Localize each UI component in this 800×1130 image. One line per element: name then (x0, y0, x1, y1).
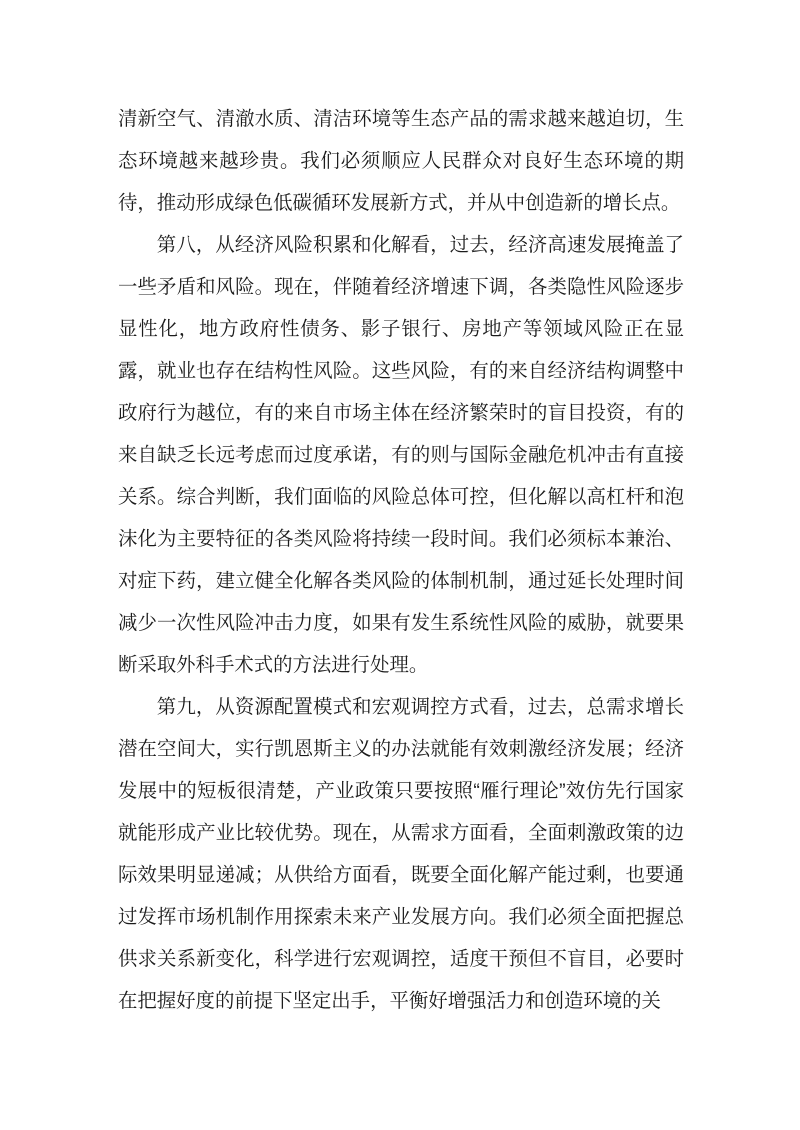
document-content (118, 98, 684, 1022)
paragraph-ninth-resource-allocation: 第九，从资源配置模式和宏观调控方式看，过去，总需求增长潜在空间大，实行凯恩斯主义的办法就能有效刺激经济发展；经济发展中的短板很清楚，产业政策只要按照“雁行理论”效仿先行国家就能形成产业比较优势。现在，从需求方面看，全面刺激政策的边际效果明显递减；从供给方面看，既要全面化解产能过剩，也要通过发挥市场机制作用探索未来产业发展方向。我们必须全面把握总供求关系新变化，科学进行宏观调控，适度干预但不盲目，必要时在把握好度的前提下坚定出手，平衡好增强活力和创造环境的关 (118, 696, 684, 1012)
paragraph-eighth-economic-risk: 第八，从经济风险积累和化解看，过去，经济高速发展掩盖了一些矛盾和风险。现在，伴随着经济增速下调，各类隐性风险逐步显性化，地方政府性债务、影子银行、房地产等领域风险正在显露，就业也存在结构性风险。这些风险，有的来自经济结构调整中政府行为越位，有的来自市场主体在经济繁荣时的盲目投资，有的来自缺乏长远考虑而过度承诺，有的则与国际金融危机冲击有直接关系。综合判断，我们面临的风险总体可控，但化解以高杠杆和泡沫化为主要特征的各类风险将持续一段时间。我们必须标本兼治、对症下药，建立健全化解各类风险的体制机制，通过延长处理时间减少一次性风险冲击力度，如果有发生系统性风险的威胁，就要果断采取外科手术式的方法进行处理。 (118, 234, 684, 676)
paragraph-ecology-continued: 清新空气、清澈水质、清洁环境等生态产品的需求越来越迫切，生态环境越来越珍贵。我们必须顺应人民群众对良好生态环境的期待，推动形成绿色低碳循环发展新方式，并从中创造新的增长点。 (118, 108, 684, 214)
